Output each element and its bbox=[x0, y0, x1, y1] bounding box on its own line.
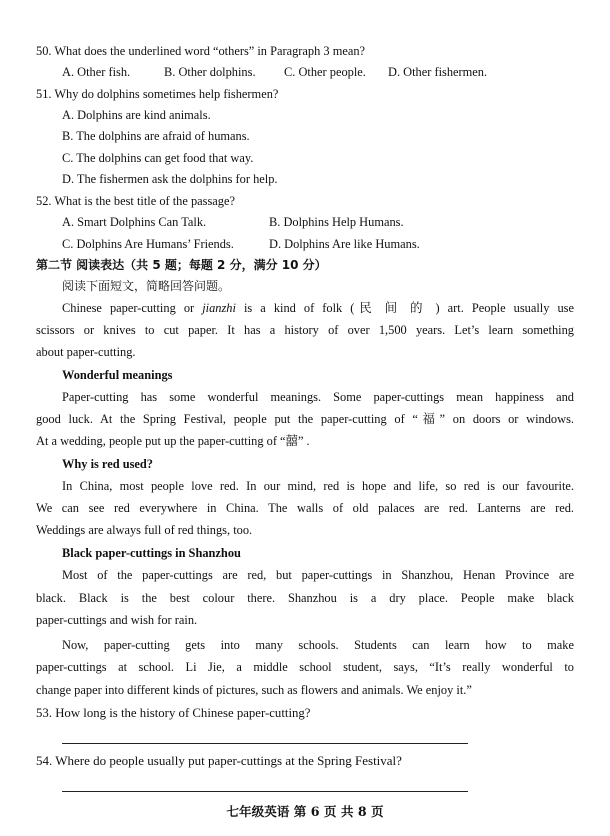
passage-p5-line2: paper-cuttings at school. Li Jie, a middle school student, says, “It’s really wonderful to bbox=[36, 660, 574, 674]
passage-p4-line2: black. Black is the best colour there. Shanzhou is a dry place. People make black bbox=[36, 591, 574, 605]
option-51-a[interactable]: A. Dolphins are kind animals. bbox=[62, 108, 211, 122]
option-52-b[interactable]: B. Dolphins Help Humans. bbox=[269, 215, 404, 229]
passage-heading-why-red: Why is red used? bbox=[62, 457, 153, 471]
section-title: 第二节 阅读表达（共 5 题；每题 2 分，满分 10 分） bbox=[36, 258, 327, 272]
passage-p3-line1: In China, most people love red. In our mind, red is hope and life, so red is our favourite. bbox=[62, 479, 574, 493]
passage-heading-black-paper-cuttings: Black paper-cuttings in Shanzhou bbox=[62, 546, 241, 560]
option-50-a[interactable]: A. Other fish. bbox=[62, 65, 131, 79]
option-50-d[interactable]: D. Other fishermen. bbox=[388, 65, 488, 79]
option-50-b[interactable]: B. Other dolphins. bbox=[164, 65, 256, 79]
question-54-stem: 54. Where do people usually put paper-cuttings at the Spring Festival? bbox=[36, 753, 402, 768]
passage-p2-line2: good luck. At the Spring Festival, people put the paper-cutting of “福” on doors or windows. bbox=[36, 412, 574, 426]
section-instruction: 阅读下面短文，简略回答问题。 bbox=[62, 279, 231, 293]
option-51-d[interactable]: D. The fishermen ask the dolphins for help. bbox=[62, 172, 278, 186]
option-52-a[interactable]: A. Smart Dolphins Can Talk. bbox=[62, 215, 207, 229]
question-53-stem: 53. How long is the history of Chinese paper-cutting? bbox=[36, 706, 311, 720]
jianzhi-term: jianzhi bbox=[202, 301, 236, 315]
question-52-options-row2 bbox=[62, 236, 420, 252]
passage-p1-line3: about paper-cutting. bbox=[36, 345, 136, 359]
passage-p2-line1: Paper-cutting has some wonderful meanings. Some paper-cuttings mean happiness and bbox=[62, 390, 574, 404]
question-51-stem: 51. Why do dolphins sometimes help fishermen? bbox=[36, 87, 279, 101]
question-50-options bbox=[62, 64, 487, 80]
option-51-b[interactable]: B. The dolphins are afraid of humans. bbox=[62, 129, 250, 143]
answer-line-53[interactable] bbox=[62, 743, 468, 744]
passage-p4-line3: paper-cuttings and wish for rain. bbox=[36, 613, 198, 627]
question-52-stem: 52. What is the best title of the passage? bbox=[36, 194, 236, 208]
question-52-options-row1 bbox=[62, 214, 404, 230]
answer-line-54[interactable] bbox=[62, 791, 468, 792]
page-footer: 七年级英语 第 6 页 共 8 页 bbox=[226, 804, 384, 819]
option-50-c[interactable]: C. Other people. bbox=[284, 65, 366, 79]
passage-heading-wonderful-meanings: Wonderful meanings bbox=[62, 368, 173, 382]
passage-p3-line3: Weddings are always full of red things, too. bbox=[36, 523, 253, 537]
passage-p5-line3: change paper into different kinds of pictures, such as flowers and animals. We enjoy it.” bbox=[36, 683, 472, 697]
option-52-c[interactable]: C. Dolphins Are Humans’ Friends. bbox=[62, 237, 234, 251]
question-50-stem: 50. What does the underlined word “others” in Paragraph 3 mean? bbox=[36, 44, 366, 58]
passage-p3-line2: We can see red everywhere in China. The walls of old palaces are red. Lanterns are red. bbox=[36, 501, 574, 515]
passage-p4-line1: Most of the paper-cuttings are red, but paper-cuttings in Shanzhou, Henan Province are bbox=[62, 568, 574, 582]
option-51-c[interactable]: C. The dolphins can get food that way. bbox=[62, 151, 254, 165]
option-52-d[interactable]: D. Dolphins Are like Humans. bbox=[269, 237, 420, 251]
passage-p1-line1: Chinese paper-cutting or jianzhi is a kind of folk (民 间 的 ) art. People usually use bbox=[62, 301, 574, 315]
passage-p2-line3: At a wedding, people put up the paper-cutting of “囍” . bbox=[36, 434, 310, 448]
passage-p5-line1: Now, paper-cutting gets into many schools. Students can learn how to make bbox=[62, 638, 574, 652]
passage-p1-line2: scissors or knives to cut paper. It has a history of over 1,500 years. Let’s learn something bbox=[36, 323, 574, 337]
